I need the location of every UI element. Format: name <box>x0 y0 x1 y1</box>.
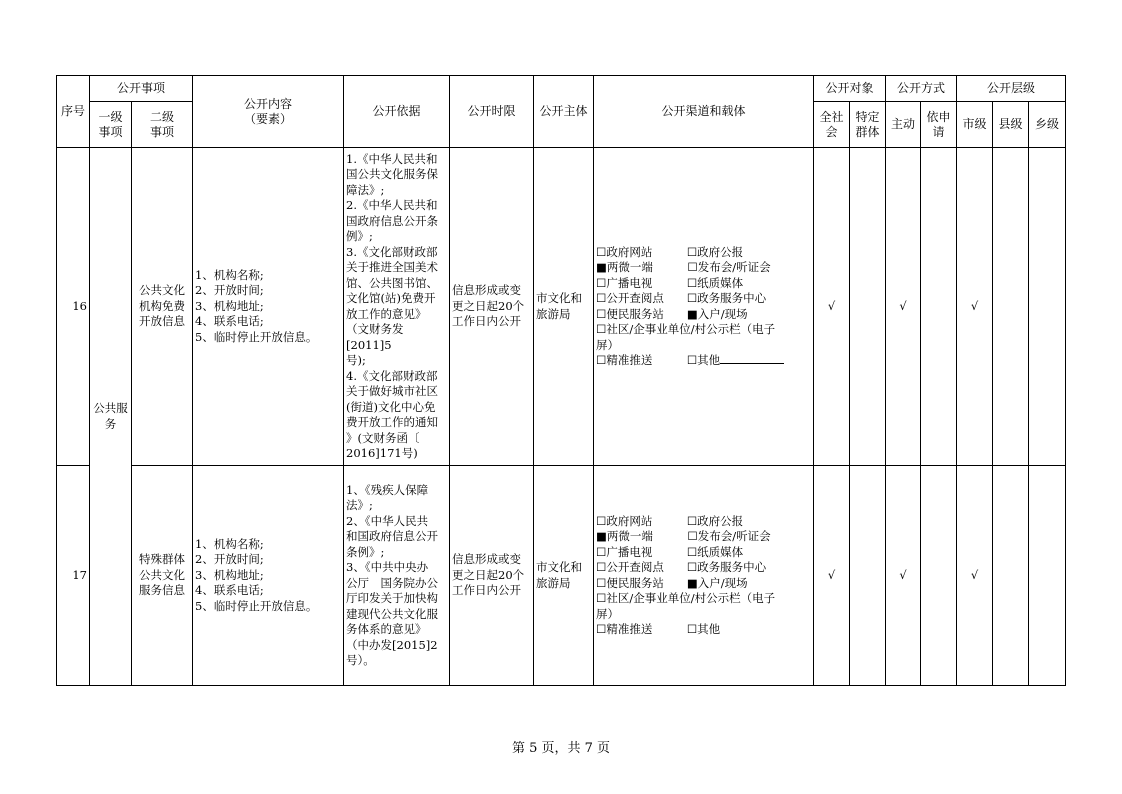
basis-line: 厅印发关于加快构 <box>346 591 439 605</box>
header-level-city: 市级 <box>957 102 993 148</box>
basis-line: 法》; <box>346 498 373 512</box>
time-limit-line: 信息形成或变 <box>452 283 522 298</box>
row-mode-request <box>921 466 957 686</box>
header-target-specific-line: 群体 <box>855 124 880 139</box>
basis-line: 2、《中华人民共 <box>346 513 429 528</box>
channel-line: ■两微一端 ☐发布会/听证会 <box>596 260 771 274</box>
content-line: 2、开放时间; <box>195 552 264 567</box>
header-mode-active: 主动 <box>886 102 921 148</box>
row-level-city: √ <box>957 148 993 466</box>
row-target-specific <box>850 148 886 466</box>
row-channels <box>594 148 814 466</box>
header-level1 <box>90 102 132 148</box>
row-mode-active: √ <box>886 148 921 466</box>
subject-line: 市文化和 <box>536 560 583 574</box>
header-level-town: 乡级 <box>1029 102 1066 148</box>
basis-line: 国政府信息公开条 <box>346 213 439 228</box>
content-line: 5、临时停止开放信息。 <box>195 329 318 344</box>
header-mode-request-line: 请 <box>932 124 945 139</box>
basis-line: 号）。 <box>346 653 375 667</box>
basis-line: 费开放工作的通知 <box>346 415 439 429</box>
header-target-all-line: 会 <box>825 124 838 139</box>
row-level-city: √ <box>957 466 993 686</box>
level2-line: 公共文化 <box>139 567 185 582</box>
channel-line-last <box>596 353 811 369</box>
category-level1-line: 务 <box>104 416 117 431</box>
header-target-specific-line: 特定 <box>855 109 880 124</box>
basis-line: 馆、公共图书馆、 <box>346 275 439 290</box>
row-target-all: √ <box>814 148 850 466</box>
header-level-group: 公开层级 <box>957 76 1066 102</box>
basis-line: 障法》; <box>346 182 385 197</box>
header-mode-group: 公开方式 <box>886 76 957 102</box>
level2-line: 公共文化 <box>139 283 185 298</box>
basis-line: 4.《文化部财政部 <box>346 368 438 383</box>
basis-line: 2.《中华人民共和 <box>346 198 438 212</box>
channel-line: ☐公开查阅点 ☐政务服务中心 <box>596 291 767 305</box>
row-content <box>193 148 344 466</box>
subject-line: 旅游局 <box>536 306 571 321</box>
time-limit-line: 信息形成或变 <box>452 552 522 567</box>
basis-line: 例》; <box>346 229 373 243</box>
channel-line: ☐政府网站 ☐政府公报 <box>596 513 744 528</box>
basis-line: 3、《中共中央办 <box>346 560 429 574</box>
header-content-line: 公开内容 <box>244 96 293 111</box>
row-time-limit <box>450 148 534 466</box>
channel-line: ☐便民服务站 ■入户/现场 <box>596 306 748 321</box>
other-underline <box>720 353 784 364</box>
header-row-top <box>57 76 1066 102</box>
channel-line: ☐政府网站 ☐政府公报 <box>596 244 744 259</box>
channel-line: 屏） <box>596 606 620 621</box>
channel-line: ☐广播电视 ☐纸质媒体 <box>596 544 744 559</box>
category-level1 <box>90 148 132 686</box>
row-mode-request <box>921 148 957 466</box>
row-time-limit <box>450 466 534 686</box>
basis-line: 条例》; <box>346 544 385 559</box>
basis-line: 号); <box>346 353 366 367</box>
content-line: 4、联系电话; <box>195 583 264 598</box>
row-subject <box>534 466 594 686</box>
header-level1-line: 一级 <box>98 109 123 124</box>
channel-line: ☐公开查阅点 ☐政务服务中心 <box>596 560 767 574</box>
header-mode-request <box>921 102 957 148</box>
header-mode-request-line: 依申 <box>926 109 951 124</box>
level2-line: 特殊群体 <box>139 552 185 567</box>
category-level1-line: 公共服 <box>93 401 128 415</box>
header-target-group: 公开对象 <box>814 76 886 102</box>
row-level2 <box>132 148 193 466</box>
subject-line: 市文化和 <box>536 291 583 305</box>
basis-line: 国公共文化服务保 <box>346 167 439 181</box>
content-line: 2、开放时间; <box>195 283 264 298</box>
table-row <box>57 148 1066 466</box>
time-limit-line: 更之日起20个 <box>452 298 525 313</box>
time-limit-line: 更之日起20个 <box>452 567 525 582</box>
disclosure-table <box>56 75 1066 686</box>
basis-line: 和国政府信息公开 <box>346 529 439 543</box>
level2-line: 机构免费 <box>139 298 185 313</box>
channel-line: ☐便民服务站 ■入户/现场 <box>596 575 748 590</box>
row-target-specific <box>850 466 886 686</box>
basis-line: 文化馆(站)免费开 <box>346 291 436 305</box>
header-seq: 序号 <box>57 76 90 148</box>
basis-line: 放工作的意见》 <box>346 306 427 321</box>
row-basis <box>344 466 450 686</box>
header-time-limit: 公开时限 <box>450 76 534 148</box>
row-level-county <box>993 466 1029 686</box>
header-items-group: 公开事项 <box>90 76 193 102</box>
row-level-county <box>993 148 1029 466</box>
basis-line: 》(文财务函〔 <box>346 430 420 445</box>
content-line: 5、临时停止开放信息。 <box>195 598 318 613</box>
row-level-town <box>1029 466 1066 686</box>
header-target-specific <box>850 102 886 148</box>
basis-line: 公厅 国务院办公 <box>346 575 439 590</box>
row-level2 <box>132 466 193 686</box>
content-line: 4、联系电话; <box>195 314 264 329</box>
content-line: 3、机构地址; <box>195 298 264 313</box>
row-mode-active: √ <box>886 466 921 686</box>
basis-line: 3.《文化部财政部 <box>346 244 438 259</box>
row-basis <box>344 148 450 466</box>
basis-line: 1、《残疾人保障 <box>346 482 429 497</box>
row-content <box>193 466 344 686</box>
row-channels <box>594 466 814 686</box>
basis-line: 2016]171号) <box>346 446 418 460</box>
channel-line: 屏） <box>596 337 620 352</box>
header-subject: 公开主体 <box>534 76 594 148</box>
header-level-county: 县级 <box>993 102 1029 148</box>
content-line: 1、机构名称; <box>195 267 264 282</box>
header-level1-line: 事项 <box>98 124 123 139</box>
header-level2-line: 事项 <box>150 124 175 139</box>
basis-line: 务体系的意见》 <box>346 622 427 636</box>
header-target-all <box>814 102 850 148</box>
channel-line: ☐精准推送 ☐其他 <box>596 622 721 636</box>
channel-last-text: ☐精准推送 ☐其他 <box>596 353 721 367</box>
row-level-town <box>1029 148 1066 466</box>
header-content-line: （要素） <box>244 111 293 126</box>
header-level2-line: 二级 <box>150 109 175 124</box>
time-limit-line: 工作日内公开 <box>452 314 522 329</box>
header-target-all-line: 全社 <box>819 109 844 124</box>
header-content <box>193 76 344 148</box>
subject-line: 旅游局 <box>536 575 571 590</box>
row-seq: 17 <box>57 466 90 686</box>
content-line: 3、机构地址; <box>195 567 264 582</box>
row-target-all: √ <box>814 466 850 686</box>
row-subject <box>534 148 594 466</box>
time-limit-line: 工作日内公开 <box>452 583 522 598</box>
level2-line: 服务信息 <box>139 583 185 598</box>
table-row <box>57 466 1066 686</box>
channel-line: ■两微一端 ☐发布会/听证会 <box>596 529 771 543</box>
channel-line: ☐社区/企事业单位/村公示栏（电子 <box>596 322 776 336</box>
header-channels: 公开渠道和载体 <box>594 76 814 148</box>
header-basis: 公开依据 <box>344 76 450 148</box>
channel-line: ☐广播电视 ☐纸质媒体 <box>596 275 744 290</box>
basis-line: （文财务发[2011]5 <box>346 322 404 352</box>
level2-line: 开放信息 <box>139 314 185 329</box>
basis-line: （中办发[2015]2 <box>346 637 438 652</box>
content-line: 1、机构名称; <box>195 536 264 551</box>
row-seq: 16 <box>57 148 90 466</box>
header-level2 <box>132 102 193 148</box>
basis-line: 1.《中华人民共和 <box>346 151 438 166</box>
basis-line: 关于推进全国美术 <box>346 260 439 274</box>
basis-line: 关于做好城市社区 <box>346 384 439 398</box>
basis-line: 建现代公共文化服 <box>346 606 439 621</box>
channel-line: ☐社区/企事业单位/村公示栏（电子 <box>596 591 776 605</box>
basis-line: (街道)文化中心免 <box>346 399 436 414</box>
page-footer: 第 5 页，共 7 页 <box>511 741 611 756</box>
